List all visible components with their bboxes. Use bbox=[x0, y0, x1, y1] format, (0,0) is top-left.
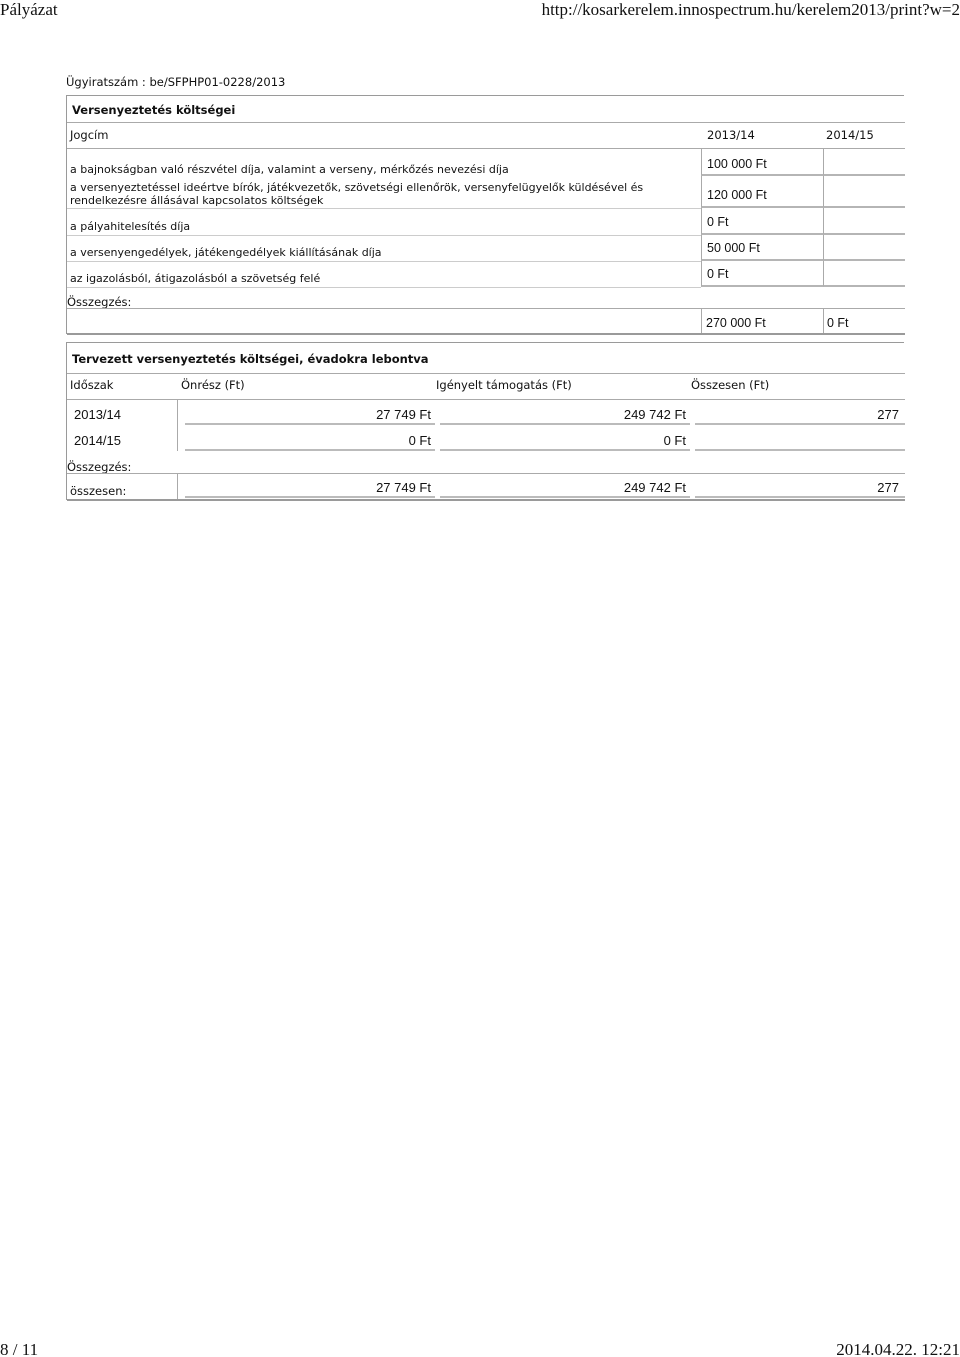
cost-cell-2014-15 bbox=[823, 176, 905, 208]
divider bbox=[695, 449, 905, 451]
planned-osszesen: 277 bbox=[877, 407, 899, 422]
column-header-idoszak: Időszak bbox=[70, 378, 114, 392]
costs-summary-2014-15: 0 Ft bbox=[827, 316, 849, 330]
divider bbox=[67, 473, 905, 474]
column-header-tamogatas: Igényelt támogatás (Ft) bbox=[436, 378, 572, 392]
print-header-url: http://kosarkerelem.innospectrum.hu/kerelem2013/print?w=2 bbox=[541, 0, 960, 19]
planned-costs-section bbox=[66, 342, 904, 500]
cost-row-label: a pályahitelesítés díja bbox=[70, 220, 191, 233]
planned-costs-title: Tervezett versenyeztetés költségei, évadokra lebontva bbox=[72, 352, 429, 366]
divider bbox=[185, 449, 435, 451]
planned-period: 2014/15 bbox=[74, 433, 121, 448]
print-footer-page: 8 / 11 bbox=[0, 1340, 39, 1357]
column-header-osszesen: Összesen (Ft) bbox=[691, 378, 770, 392]
column-header-2013-14: 2013/14 bbox=[707, 128, 755, 142]
planned-onresz: 0 Ft bbox=[408, 433, 431, 448]
cost-value: 0 Ft bbox=[707, 267, 729, 281]
divider bbox=[67, 373, 905, 374]
costs-section bbox=[66, 95, 904, 334]
divider bbox=[67, 308, 905, 309]
column-header-onresz: Önrész (Ft) bbox=[181, 378, 245, 392]
cost-value: 0 Ft bbox=[707, 215, 729, 229]
divider bbox=[695, 423, 905, 425]
planned-total-onresz: 27 749 Ft bbox=[376, 480, 431, 495]
cost-cell-2013-14 bbox=[701, 261, 823, 287]
costs-summary-2013-14: 270 000 Ft bbox=[706, 316, 766, 330]
cost-cell-2013-14 bbox=[701, 149, 823, 176]
divider bbox=[177, 473, 178, 499]
cost-cell-2014-15 bbox=[823, 235, 905, 261]
costs-section-title: Versenyeztetés költségei bbox=[72, 103, 236, 117]
divider bbox=[440, 449, 690, 451]
cost-cell-2013-14 bbox=[701, 176, 823, 208]
divider bbox=[440, 496, 690, 498]
divider bbox=[701, 308, 702, 335]
planned-summary-label: Összegzés: bbox=[67, 460, 132, 474]
divider bbox=[185, 423, 435, 425]
planned-total-label: összesen: bbox=[70, 484, 127, 498]
cost-row-label: a bajnokságban való részvétel díja, valamint a verseny, mérkőzés nevezési díja bbox=[70, 163, 509, 176]
cost-row-label: a versenyeztetéssel ideértve bírók, játékvezetők, szövetségi ellenőrök, versenyfelügyelők küldésével és rendelkezésre állásával kapcsolatos költségek bbox=[70, 181, 644, 207]
print-header-title: Pályázat bbox=[0, 0, 58, 19]
print-footer-datetime: 2014.04.22. 12:21 bbox=[836, 1340, 960, 1357]
cost-row-label: az igazolásból, átigazolásból a szövetség felé bbox=[70, 272, 321, 285]
planned-onresz: 27 749 Ft bbox=[376, 407, 431, 422]
cost-cell-2013-14 bbox=[701, 235, 823, 261]
divider bbox=[177, 399, 178, 451]
planned-tamogatas: 0 Ft bbox=[663, 433, 686, 448]
cost-cell-2014-15 bbox=[823, 149, 905, 176]
divider bbox=[823, 308, 824, 335]
cost-value: 120 000 Ft bbox=[707, 188, 767, 202]
cost-value: 100 000 Ft bbox=[707, 157, 767, 171]
divider bbox=[67, 235, 701, 236]
cost-cell-2014-15 bbox=[823, 261, 905, 287]
divider bbox=[67, 208, 701, 209]
divider bbox=[67, 261, 701, 262]
document-reference: Ügyiratszám : be/SFPHP01-0228/2013 bbox=[66, 75, 286, 89]
cost-value: 50 000 Ft bbox=[707, 241, 760, 255]
cost-cell-2014-15 bbox=[823, 208, 905, 235]
divider bbox=[67, 287, 701, 288]
divider bbox=[67, 122, 905, 123]
planned-total-osszesen: 277 bbox=[877, 480, 899, 495]
divider bbox=[440, 423, 690, 425]
divider bbox=[185, 496, 435, 498]
costs-summary-label: Összegzés: bbox=[67, 295, 132, 309]
planned-total-tamogatas: 249 742 Ft bbox=[623, 480, 686, 495]
planned-tamogatas: 249 742 Ft bbox=[623, 407, 686, 422]
planned-period: 2013/14 bbox=[74, 407, 121, 422]
divider bbox=[67, 333, 905, 335]
cost-cell-2013-14 bbox=[701, 208, 823, 235]
column-header-2014-15: 2014/15 bbox=[826, 128, 874, 142]
column-header-jogcim: Jogcím bbox=[70, 128, 109, 142]
divider bbox=[695, 496, 905, 498]
divider bbox=[67, 399, 905, 400]
cost-row-label: a versenyengedélyek, játékengedélyek kiállításának díja bbox=[70, 246, 382, 259]
divider bbox=[67, 499, 905, 501]
